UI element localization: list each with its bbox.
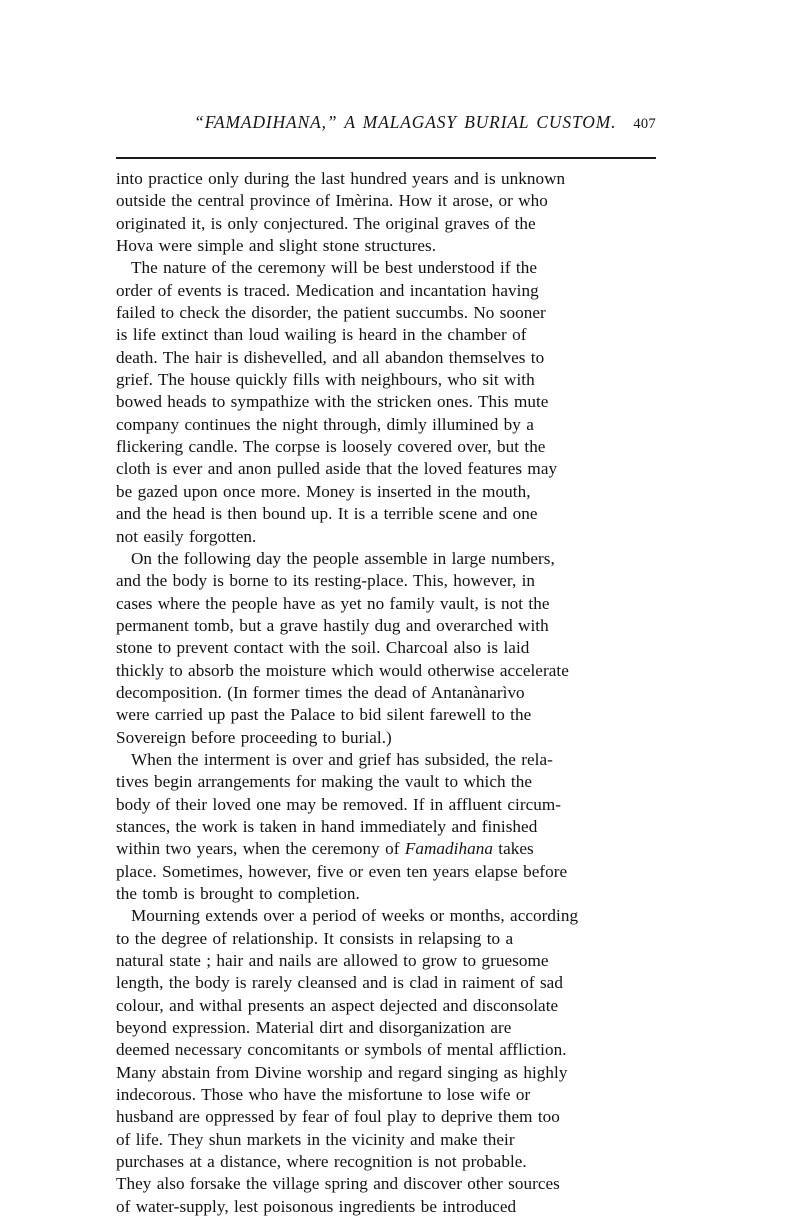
text-line: body of their loved one may be removed. If in affluent circum-: [116, 794, 562, 814]
text-line-tail: takes: [492, 839, 534, 859]
text-line: cloth is ever and anon pulled aside that the loved features may: [116, 459, 558, 479]
body-text-column: [116, 168, 658, 1218]
text-line: purchases at a distance, where recognition is not probable.: [116, 1152, 527, 1172]
text-line: not easily forgotten.: [116, 526, 257, 546]
running-head: [116, 112, 656, 142]
text-line: originated it, is only conjectured. The original graves of the: [116, 213, 536, 233]
text-line: On the following day the people assemble in large numbers,: [131, 548, 555, 568]
text-line: stances, the work is taken in hand immediately and finished: [116, 816, 538, 836]
text-line: Sovereign before proceeding to burial.): [116, 727, 392, 747]
text-line: beyond expression. Material dirt and disorganization are: [116, 1018, 512, 1038]
text-line: natural state ; hair and nails are allowed to grow to gruesome: [116, 951, 549, 971]
text-line: place. Sometimes, however, five or even ten years elapse before: [116, 861, 568, 881]
text-line: of life. They shun markets in the vicinity and make their: [116, 1129, 515, 1149]
text-line: deemed necessary concomitants or symbols of mental affliction.: [116, 1040, 567, 1060]
text-line: the tomb is brought to completion.: [116, 884, 360, 903]
text-line: and the head is then bound up. It is a terrible scene and one: [116, 504, 538, 524]
text-line: Many abstain from Divine worship and regard singing as highly: [116, 1062, 568, 1082]
text-line: is life extinct than loud wailing is heard in the chamber of: [116, 325, 527, 345]
text-line: length, the body is rarely cleansed and is clad in raiment of sad: [116, 973, 563, 993]
text-line: stone to prevent contact with the soil. Charcoal also is laid: [116, 638, 530, 658]
text-line: tives begin arrangements for making the vault to which the: [116, 772, 533, 792]
paragraph: [116, 257, 658, 547]
text-line: of water-supply, lest poisonous ingredients be introduced: [116, 1196, 517, 1216]
text-line: company continues the night through, dimly illumined by a: [116, 414, 534, 434]
text-line: indecorous. Those who have the misfortune to lose wife or: [116, 1085, 531, 1105]
text-line: husband are oppressed by fear of foul play to deprive them too: [116, 1107, 560, 1127]
running-head-title: “FAMADIHANA,” A MALAGASY BURIAL CUSTOM.: [194, 112, 617, 132]
text-line: failed to check the disorder, the patient succumbs. No sooner: [116, 303, 546, 323]
italic-term: Famadihana: [404, 839, 493, 859]
text-line: cases where the people have as yet no family vault, is not the: [116, 593, 550, 613]
text-line: death. The hair is dishevelled, and all abandon themselves to: [116, 347, 545, 367]
text-line: Hova were simple and slight stone structures.: [116, 236, 437, 256]
text-line: bowed heads to sympathize with the stricken ones. This mute: [116, 392, 549, 412]
text-line: The nature of the ceremony will be best understood if the: [131, 258, 538, 278]
paragraph: [116, 905, 658, 1218]
header-rule-divider: [116, 157, 656, 159]
text-line: and the body is borne to its resting-place. This, however, in: [116, 571, 536, 591]
text-line: colour, and withal presents an aspect dejected and disconsolate: [116, 995, 559, 1015]
text-line: were carried up past the Palace to bid silent farewell to the: [116, 705, 532, 725]
page-folio-number: 407: [633, 116, 656, 132]
text-line: be gazed upon once more. Money is inserted in the mouth,: [116, 481, 531, 501]
text-line: outside the central province of Imèrina. How it arose, or who: [116, 191, 548, 211]
text-line: flickering candle. The corpse is loosely covered over, but the: [116, 437, 546, 457]
text-line: to the degree of relationship. It consists in relapsing to a: [116, 928, 514, 948]
text-line: When the interment is over and grief has subsided, the rela-: [131, 749, 553, 769]
text-line: permanent tomb, but a grave hastily dug and overarched with: [116, 615, 549, 635]
text-line: Mourning extends over a period of weeks or months, according: [131, 906, 579, 926]
text-line: order of events is traced. Medication and incantation having: [116, 280, 539, 300]
text-line: grief. The house quickly fills with neighbours, who sit with: [116, 370, 535, 390]
paragraph: [116, 168, 658, 257]
text-line: They also forsake the village spring and discover other sources: [116, 1174, 560, 1194]
text-line: within two years, when the ceremony of Famadihana takes: [116, 839, 534, 859]
paragraph: [116, 548, 658, 749]
text-line: into practice only during the last hundred years and is unknown: [116, 169, 566, 188]
text-line: decomposition. (In former times the dead of Antanànarìvo: [116, 682, 525, 702]
text-line: thickly to absorb the moisture which would otherwise accelerate: [116, 660, 569, 680]
paragraph: [116, 749, 658, 905]
